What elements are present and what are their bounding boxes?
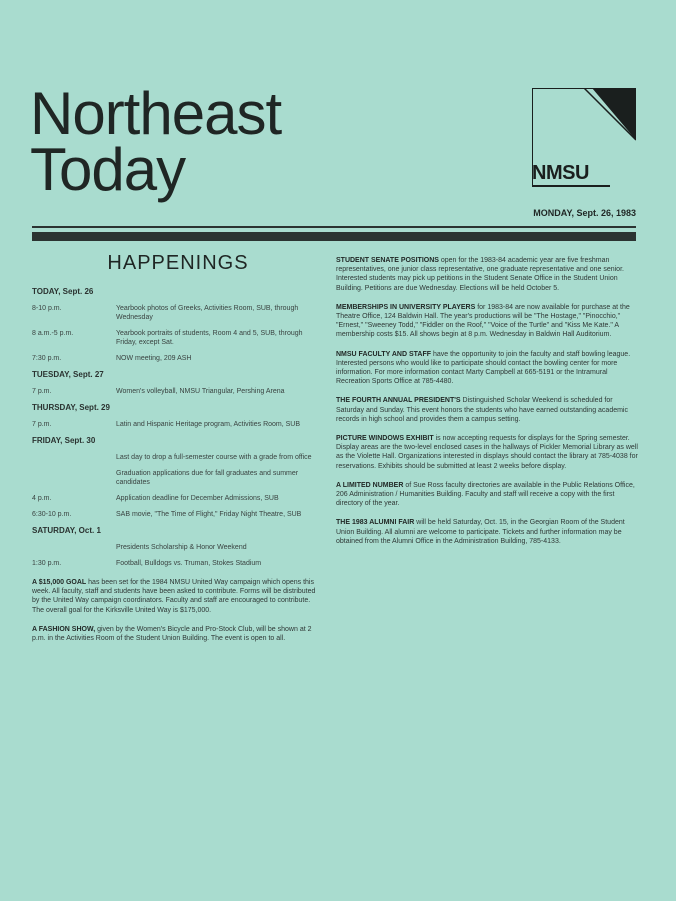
event-time: 1:30 p.m. [32,560,62,567]
event-row [32,510,324,519]
event-description: Yearbook portraits of students, Room 4 and 5, SUB, through Friday, except Sat. [116,330,303,346]
news-item-lead: THE 1983 ALUMNI FAIR [336,519,415,527]
news-item-text: is now accepting requests for displays for the Spring semester. Display areas are the two-level enclosed cases in the hallways of Pickler Memorial Library as well as the Violette Hall. Organizations interested in displays should contact the library at 785-4038 for reservations. Exhibits should be submitted at least 2 weeks before display. [336,435,638,470]
news-item-lead: MEMBERSHIPS IN UNIVERSITY PLAYERS [336,303,476,311]
masthead-title-line1: Northeast [30,80,282,147]
news-item-text: have the opportunity to join the faculty and staff bowling league. Interested persons who would like to participate should contact the bowling center for more information. For more information contact Marty Campbell at 665-5191 or the Intramural Recreation Sports Office at 785-4480. [336,350,631,386]
issue-date: MONDAY, Sept. 26, 1983 [533,208,636,218]
event-time: 6:30-10 p.m. [32,511,72,518]
left-news-items [32,578,324,643]
news-item [336,350,638,387]
news-item [336,256,638,293]
event-time: 7 p.m. [32,388,52,395]
news-item-lead: PICTURE WINDOWS EXHIBIT [336,435,434,443]
right-news-items [336,256,638,546]
news-item [32,578,324,615]
news-item-text: will be held Saturday, Oct. 15, in the Georgian Room of the Student Union Building. All alumni are welcome to participate. Tickets and further information may be obtained from the Alumni Office in the Administration Building, 785-4133. [336,519,625,545]
masthead-title [30,80,282,203]
news-item [336,396,638,424]
event-row [32,559,324,568]
day-heading: TUESDAY, Sept. 27 [32,370,104,379]
news-item-text: has been set for the 1984 NMSU United Way campaign which opens this week. All faculty, staff and students have been asked to contribute. Forms will be distributed by the United Way campaign coordinators. Faculty and staff are encouraged to contribute. The overall goal for the Kirksville United Way is $175,000. [32,579,316,614]
news-item-lead: STUDENT SENATE POSITIONS [336,257,439,264]
news-item-text: Distinguished Scholar Weekend is scheduled for Saturday and Sunday. This event honors the students who have earned outstanding academic records in high school and provides them a campus setting. [336,397,628,423]
event-time [32,453,116,462]
news-item-text: open for the 1983-84 academic year are five freshman representatives, one junior class representative, one graduate representative and one senior. Interested students may pick up petitions in the Student Senate Office in the Student Union Building. Petitions are due Wednesday. Elections will be held October 5. [336,257,624,292]
news-item [336,481,638,509]
event-row [32,420,324,429]
news-item-text: of Sue Ross faculty directories are available in the Public Relations Office, 206 Administration / Humanities Building. Faculty and staff will receive a copy with the first directory of the year. [336,481,635,508]
masthead-rule-thick [32,232,636,241]
masthead-title-line2: Today [30,136,186,203]
event-description: SAB movie, "The Time of Flight," Friday Night Theatre, SUB [116,511,302,518]
logo-text: NMSU [532,162,589,184]
news-item-text: given by the Women's Bicycle and Pro-Stock Club, will be shown at 2 p.m. in the Activities Room of the Student Union Building. The event is open to all. [32,625,312,643]
event-description: Last day to drop a full-semester course with a grade from office [116,454,312,461]
news-item-lead: A LIMITED NUMBER [336,481,404,489]
event-row [32,304,324,322]
news-item [336,434,638,471]
left-column [32,252,324,653]
happenings-calendar [32,287,324,568]
event-row [32,354,324,363]
news-item-lead: NMSU FACULTY AND STAFF [336,350,432,358]
news-item [336,303,638,340]
day-heading: THURSDAY, Sept. 29 [32,403,110,412]
event-description: Application deadline for December Admissions, SUB [116,495,279,502]
event-time: 8-10 p.m. [32,305,62,312]
news-item [336,518,638,546]
news-item-text: for 1983-84 are now available for purchase at the Theatre Office, 124 Baldwin Hall. The year's productions will be "The Hostage," "Pinocchio," "Ernest," "Sweeney Todd," "Fiddler on the Roof," "Voice of the Turtle" and "Kiss Me Kate." A membership costs $15. All shows begin at 8 p.m. Wednesday in Baldwin Hall Auditorium. [336,303,630,339]
news-item-lead: THE FOURTH ANNUAL PRESIDENT'S [336,397,461,405]
event-description: Football, Bulldogs vs. Truman, Stokes Stadium [116,560,262,567]
news-item-lead: A $15,000 GOAL [32,579,87,586]
day-heading: SATURDAY, Oct. 1 [32,526,101,535]
event-time [32,469,116,487]
event-description: Latin and Hispanic Heritage program, Activities Room, SUB [116,421,301,428]
right-column [336,256,638,556]
event-time: 4 p.m. [32,495,52,502]
happenings-title: HAPPENINGS [107,252,249,274]
news-item-lead: A FASHION SHOW, [32,625,96,633]
event-time: 7:30 p.m. [32,355,62,362]
event-time [32,543,116,552]
event-description: Graduation applications due for fall graduates and summer candidates [116,470,299,486]
event-row [32,329,324,347]
event-row [32,543,324,552]
event-row [32,387,324,396]
university-logo [532,88,636,192]
event-description: Presidents Scholarship & Honor Weekend [116,544,247,551]
event-description: NOW meeting, 209 ASH [116,355,192,362]
event-description: Yearbook photos of Greeks, Activities Room, SUB, through Wednesday [116,305,299,321]
event-description: Women's volleyball, NMSU Triangular, Pershing Arena [116,388,285,395]
news-item [32,625,324,643]
event-row [32,494,324,503]
day-heading: FRIDAY, Sept. 30 [32,436,96,445]
event-time: 8 a.m.-5 p.m. [32,330,74,337]
masthead-rule-thin [32,226,636,228]
event-time: 7 p.m. [32,421,52,428]
day-heading: TODAY, Sept. 26 [32,287,94,296]
event-row [32,453,324,462]
event-row [32,469,324,487]
